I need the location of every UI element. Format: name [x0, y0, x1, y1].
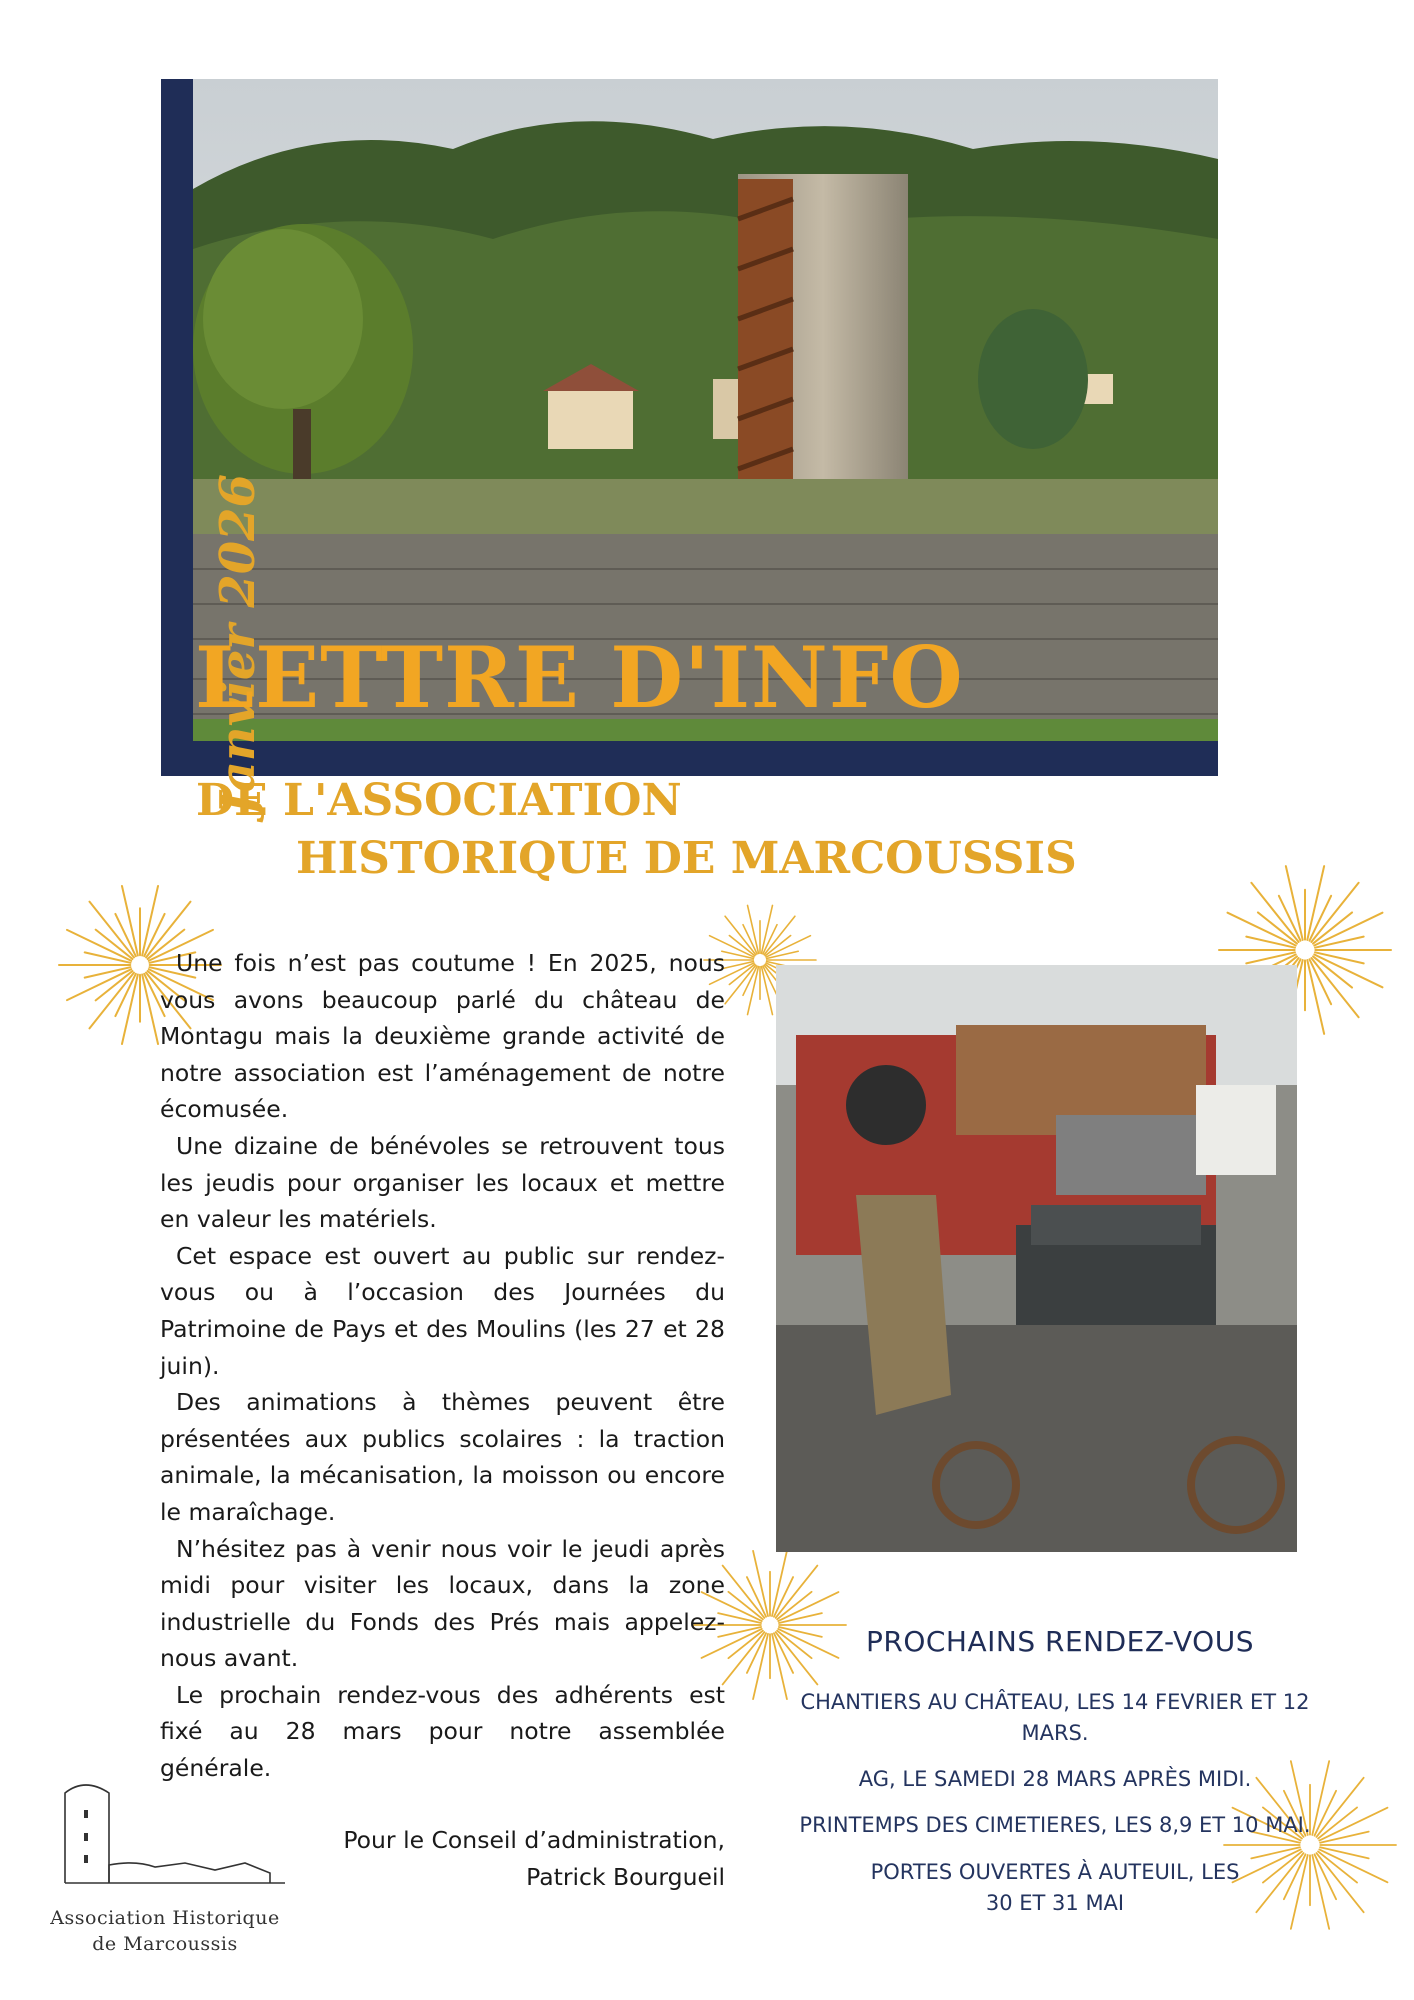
ecomusee-photo [776, 965, 1297, 1552]
signature-name: Patrick Bourgueil [526, 1863, 725, 1891]
article-paragraph: N’hésitez pas à venir nous voir le jeudi après midi pour visiter les locaux, dans la zone industrielle du Fonds des Prés mais appelez-nous avant. [160, 1534, 725, 1673]
agenda-heading: PROCHAINS RENDEZ-VOUS [866, 1625, 1254, 1658]
logo-line-2: de Marcoussis [92, 1933, 238, 1955]
article-paragraph: Des animations à thèmes peuvent être présentées aux publics scolaires : la traction animale, la mécanisation, la moisson ou encore le maraîchage. [160, 1388, 725, 1526]
article-paragraph: Cet espace est ouvert au public sur rendez-vous ou à l’occasion des Journées du Patrimoine de Pays et des Moulins (les 27 et 28 juin). [160, 1241, 725, 1380]
logo-line-1: Association Historique [50, 1907, 280, 1929]
article-paragraph: Le prochain rendez-vous des adhérents est fixé au 28 mars pour notre assemblée générale. [160, 1680, 725, 1783]
issue-date: Janvier 2026 [210, 474, 266, 815]
subtitle-line-1: DE L'ASSOCIATION [196, 775, 682, 826]
agenda-item: CHANTIERS AU CHÂTEAU, LES 14 FEVRIER ET 12 MARS. [800, 1690, 1310, 1745]
article-paragraph: Une fois n’est pas coutume ! En 2025, nous vous avons beaucoup parlé du château de Montagu mais la deuxième grande activité de notre association est l’aménagement de notre écomusée. [160, 949, 725, 1124]
signature-line-1: Pour le Conseil d’administration, [343, 1826, 725, 1854]
newsletter-title: LETTRE D'INFO [195, 628, 964, 727]
agenda-item: AG, LE SAMEDI 28 MARS APRÈS MIDI. [858, 1767, 1252, 1791]
agenda-item: PORTES OUVERTES À AUTEUIL, LES 30 ET 31 MAI [870, 1860, 1240, 1915]
signature [230, 1822, 725, 1896]
association-logo [55, 1775, 295, 1885]
subtitle-line-2: HISTORIQUE DE MARCOUSSIS [296, 833, 1077, 884]
article-body [160, 945, 725, 1787]
article-paragraph: Une dizaine de bénévoles se retrouvent tous les jeudis pour organiser les locaux et mettre en valeur les matériels. [160, 1131, 725, 1234]
agenda-item: PRINTEMPS DES CIMETIERES, LES 8,9 ET 10 MAI. [799, 1813, 1311, 1837]
logo-text [25, 1905, 305, 1957]
